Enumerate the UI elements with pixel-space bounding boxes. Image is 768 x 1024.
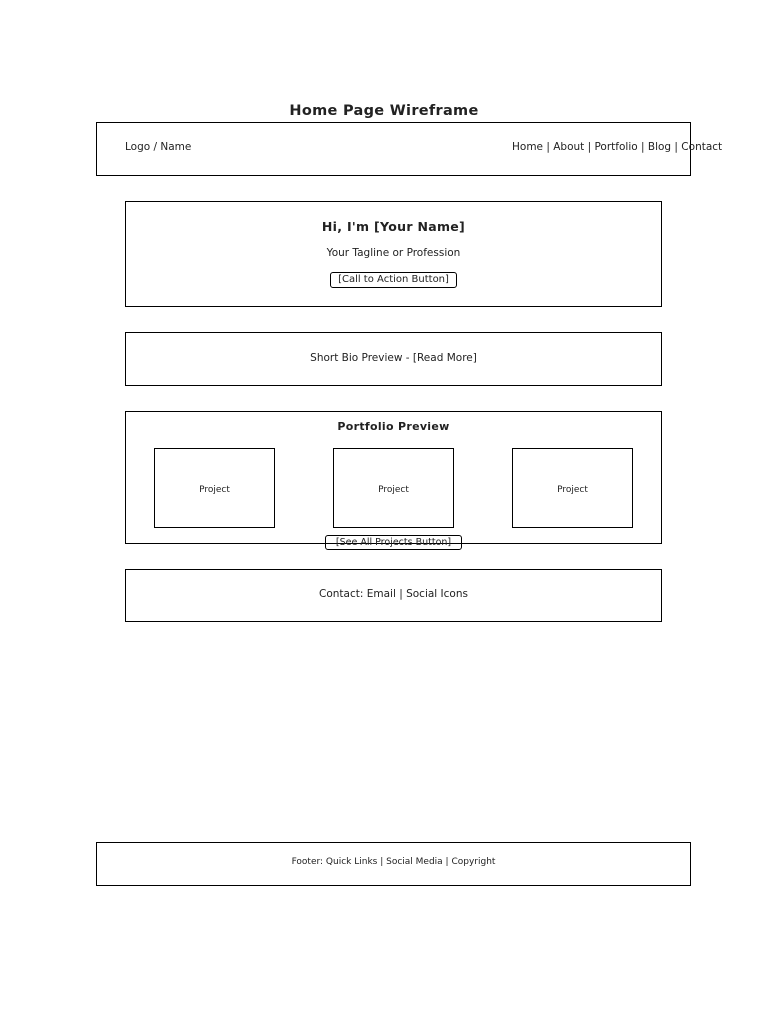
see-all-projects-button[interactable]: [See All Projects Button]	[325, 535, 462, 550]
project-label: Project	[378, 485, 409, 495]
logo-placeholder[interactable]: Logo / Name	[125, 141, 192, 153]
hero-heading: Hi, I'm [Your Name]	[321, 219, 466, 234]
nav-menu[interactable]: Home | About | Portfolio | Blog | Contact	[512, 141, 723, 153]
contact-text[interactable]: Contact: Email | Social Icons	[319, 588, 468, 600]
project-card[interactable]	[333, 448, 454, 528]
project-card[interactable]	[512, 448, 633, 528]
call-to-action-button[interactable]: [Call to Action Button]	[330, 272, 457, 288]
hero-tagline: Your Tagline or Profession	[326, 247, 461, 259]
footer-text[interactable]: Footer: Quick Links | Social Media | Copyright	[291, 857, 496, 867]
project-label: Project	[557, 485, 588, 495]
project-label: Project	[199, 485, 230, 495]
project-card[interactable]	[154, 448, 275, 528]
portfolio-title: Portfolio Preview	[337, 420, 450, 433]
page-title: Home Page Wireframe	[289, 103, 479, 119]
bio-preview-text[interactable]: Short Bio Preview - [Read More]	[310, 352, 477, 364]
